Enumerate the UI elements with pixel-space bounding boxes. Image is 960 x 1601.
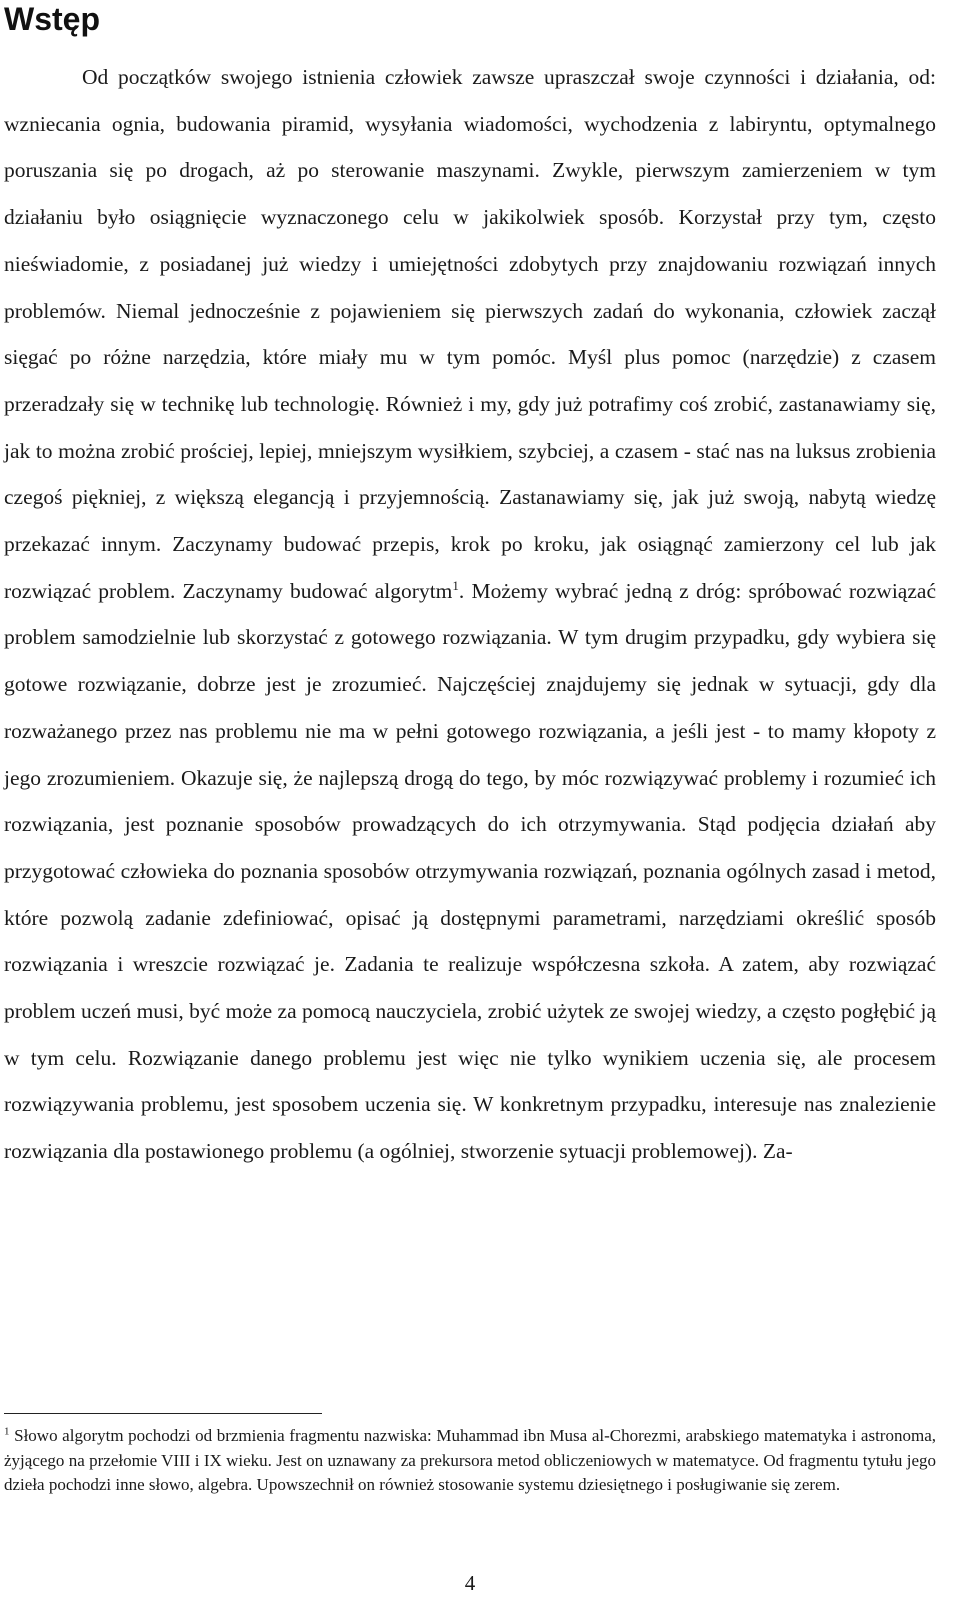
page-number: 4 <box>464 1571 476 1595</box>
footnote-separator <box>4 1413 322 1414</box>
body-text-part-1: Od początków swojego istnienia człowiek zawsze upraszczał swoje czynności i działania, od: wzniecania ognia, budowania piramid, wysyłania wiadomości, wychodzenia z labiryntu, optymalnego poruszania się po drogach, aż po sterowanie maszynami. Zwykle, pierwszym zamierzeniem w tym działaniu było osiągnięcie wyznaczonego celu w jakikolwiek sposób. Korzystał przy tym, często nieświadomie, z posiadanej już wiedzy i umiejętności zdobytych przy znajdowaniu rozwiązań innych problemów. Niemal jednocześnie z pojawieniem się pierwszych zadań do wykonania, człowiek zaczął sięgać po różne narzędzia, które miały mu w tym pomóc. Myśl plus pomoc (narzędzie) z czasem przeradzały się w technikę lub technologię. Również i my, gdy już potrafimy coś zrobić, zastanawiamy się, jak to można zrobić prościej, lepiej, mniejszym wysiłkiem, szybciej, a czasem - stać nas na luksus zrobienia czegoś piękniej, z większą elegancją i przyjemnością. Zastanawiamy się, jak już swoją, nabytą wiedzę przekazać innym. Zaczynamy budować przepis, krok po kroku, jak osiągnąć zamierzony cel lub jak rozwiązać problem. Zaczynamy budować algorytm <box>4 65 936 603</box>
section-heading: Wstęp <box>4 1 100 37</box>
body-paragraph <box>4 54 936 1175</box>
body-text-part-2: . Możemy wybrać jedną z dróg: spróbować rozwiązać problem samodzielnie lub skorzystać z gotowego rozwiązania. W tym drugim przypadku, gdy wybiera się gotowe rozwiązanie, dobrze jest je zrozumieć. Najczęściej znajdujemy się jednak w sytuacji, gdy dla rozważanego przez nas problemu nie ma w pełni gotowego rozwiązania, a jeśli jest - to mamy kłopoty z jego zrozumieniem. Okazuje się, że najlepszą drogą do tego, by móc rozwiązywać problemy i rozumieć ich rozwiązania, jest poznanie sposobów prowadzących do ich otrzymywania. Stąd podjęcia działań aby przygotować człowieka do poznania sposobów otrzymywania rozwiązań, poznania ogólnych zasad i metod, które pozwolą zadanie zdefiniować, opisać ją dostępnymi parametrami, narzędziami określić sposób rozwiązania i wreszcie rozwiązać je. Zadania te realizuje współczesna szkoła. A zatem, aby rozwiązać problem uczeń musi, być może za pomocą nauczyciela, zrobić użytek ze swojej wiedzy, a często pogłębić ją w tym celu. Rozwiązanie danego problemu jest więc nie tylko wynikiem uczenia się, ale procesem rozwiązywania problemu, jest sposobem uczenia się. W konkretnym przypadku, interesuje nas znalezienie rozwiązania dla postawionego problemu (a ogólniej, stworzenie sytuacji problemowej). Za- <box>4 578 936 1164</box>
footnote-text: Słowo algorytm pochodzi od brzmienia fragmentu nazwiska: Muhammad ibn Musa al-Chorezmi, arabskiego matematyka i astronoma, żyjącego na przełomie VIII i IX wieku. Jest on uznawany za prekursora metod obliczeniowych w matematyce. Od fragmentu tytułu jego dzieła pochodzi inne słowo, algebra. Upowszechnił on również stosowanie systemu dziesiętnego i posługiwanie się zerem. <box>4 1426 936 1494</box>
footnote <box>4 1424 936 1498</box>
footnote-marker: 1 <box>4 1425 10 1438</box>
footnote-reference[interactable]: 1 <box>452 577 459 593</box>
